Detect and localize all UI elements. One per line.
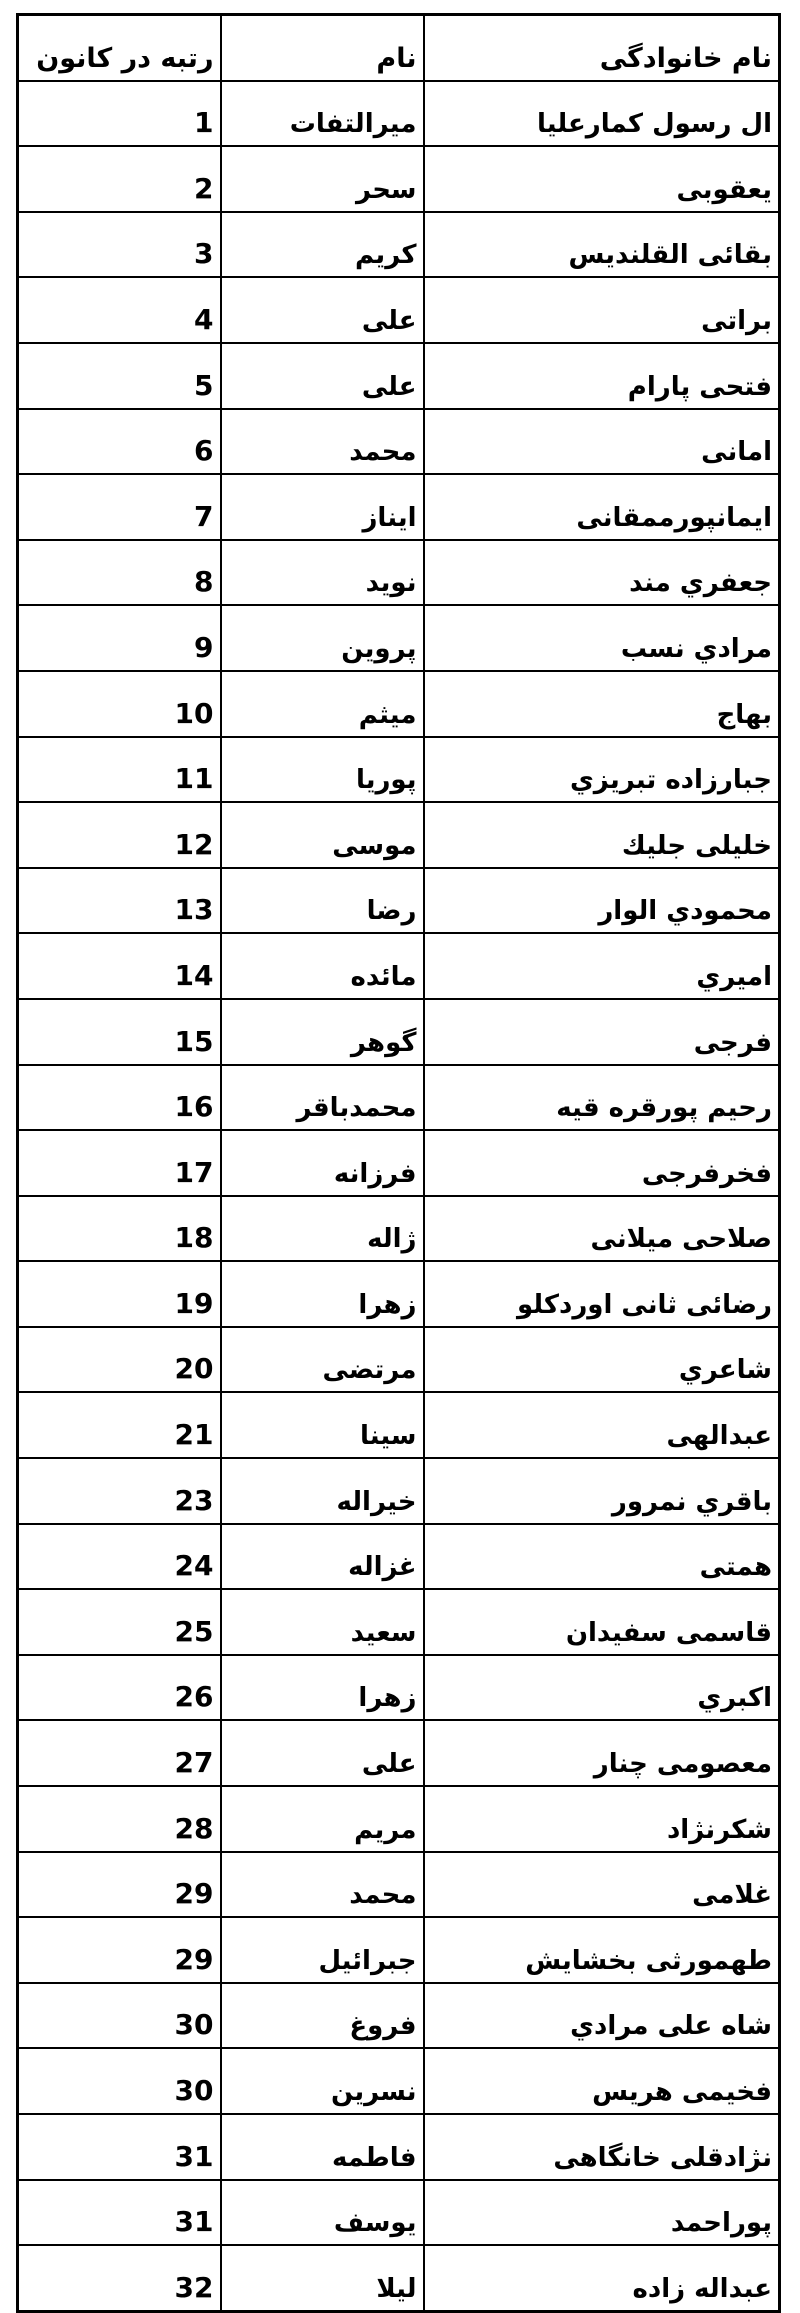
rank-cell: 29	[18, 1917, 221, 1983]
table-row	[18, 1786, 780, 1852]
name-cell: غزاله	[221, 1524, 424, 1590]
family-name-cell: محمودي الوار	[424, 868, 780, 934]
table-row	[18, 933, 780, 999]
table-row	[18, 81, 780, 147]
table-row	[18, 2048, 780, 2114]
family-name-cell: فرجی	[424, 999, 780, 1065]
name-cell: ایناز	[221, 474, 424, 540]
rank-cell: 14	[18, 933, 221, 999]
rank-cell: 23	[18, 1458, 221, 1524]
ranking-table	[16, 13, 781, 2313]
name-cell: پروین	[221, 605, 424, 671]
rank-cell: 32	[18, 2245, 221, 2311]
rank-cell: 1	[18, 81, 221, 147]
family-name-cell: فخرفرجی	[424, 1130, 780, 1196]
name-cell: محمدباقر	[221, 1065, 424, 1131]
family-name-cell: پوراحمد	[424, 2180, 780, 2246]
table-row	[18, 1720, 780, 1786]
table-row	[18, 212, 780, 278]
rank-cell: 9	[18, 605, 221, 671]
rank-cell: 19	[18, 1261, 221, 1327]
rank-cell: 24	[18, 1524, 221, 1590]
table-row	[18, 737, 780, 803]
rank-cell: 16	[18, 1065, 221, 1131]
family-name-cell: یعقوبی	[424, 146, 780, 212]
name-cell: خیراله	[221, 1458, 424, 1524]
name-cell: رضا	[221, 868, 424, 934]
name-cell: میثم	[221, 671, 424, 737]
table-row	[18, 409, 780, 475]
table-row	[18, 343, 780, 409]
name-cell: گوهر	[221, 999, 424, 1065]
family-name-cell: شاعري	[424, 1327, 780, 1393]
rank-cell: 30	[18, 2048, 221, 2114]
name-cell: لیلا	[221, 2245, 424, 2311]
name-cell: یوسف	[221, 2180, 424, 2246]
rank-cell: 18	[18, 1196, 221, 1262]
name-cell: فاطمه	[221, 2114, 424, 2180]
family-name-cell: طهمورثی بخشایش	[424, 1917, 780, 1983]
family-name-cell: نژادقلی خانگاهی	[424, 2114, 780, 2180]
name-cell: میرالتفات	[221, 81, 424, 147]
table-row	[18, 605, 780, 671]
table-row	[18, 1327, 780, 1393]
family-name-cell: خلیلی جلیك	[424, 802, 780, 868]
family-name-cell: باقري نمرور	[424, 1458, 780, 1524]
family-name-cell: براتی	[424, 277, 780, 343]
rank-cell: 8	[18, 540, 221, 606]
family-name-cell: اکبري	[424, 1655, 780, 1721]
rank-cell: 6	[18, 409, 221, 475]
table-row	[18, 1065, 780, 1131]
table-row	[18, 671, 780, 737]
family-name-cell: صلاحی میلانی	[424, 1196, 780, 1262]
table-row	[18, 1392, 780, 1458]
rank-cell: 29	[18, 1852, 221, 1918]
rank-cell: 26	[18, 1655, 221, 1721]
table-row	[18, 1196, 780, 1262]
rank-cell: 7	[18, 474, 221, 540]
rank-cell: 25	[18, 1589, 221, 1655]
table-row	[18, 474, 780, 540]
family-name-cell: رضائی ثانی اوردکلو	[424, 1261, 780, 1327]
table-row	[18, 2245, 780, 2311]
name-cell: سعید	[221, 1589, 424, 1655]
family-name-cell: جعفري مند	[424, 540, 780, 606]
family-name-cell: معصومی چنار	[424, 1720, 780, 1786]
name-cell: نوید	[221, 540, 424, 606]
family-name-cell: امیري	[424, 933, 780, 999]
table-row	[18, 1655, 780, 1721]
name-cell: علی	[221, 1720, 424, 1786]
header-rank: رتبه در کانون	[18, 15, 221, 81]
rank-cell: 27	[18, 1720, 221, 1786]
rank-cell: 4	[18, 277, 221, 343]
table-row	[18, 1917, 780, 1983]
rank-cell: 15	[18, 999, 221, 1065]
rank-cell: 30	[18, 1983, 221, 2049]
header-family-name: نام خانوادگی	[424, 15, 780, 81]
table-row	[18, 868, 780, 934]
family-name-cell: قاسمی سفیدان	[424, 1589, 780, 1655]
family-name-cell: همتی	[424, 1524, 780, 1590]
rank-cell: 3	[18, 212, 221, 278]
family-name-cell: فتحی پارام	[424, 343, 780, 409]
family-name-cell: بهاج	[424, 671, 780, 737]
rank-cell: 21	[18, 1392, 221, 1458]
rank-cell: 10	[18, 671, 221, 737]
rank-cell: 20	[18, 1327, 221, 1393]
name-cell: فرزانه	[221, 1130, 424, 1196]
table-row	[18, 2180, 780, 2246]
name-cell: فروغ	[221, 1983, 424, 2049]
family-name-cell: عبداله زاده	[424, 2245, 780, 2311]
table-row	[18, 802, 780, 868]
name-cell: محمد	[221, 409, 424, 475]
name-cell: سحر	[221, 146, 424, 212]
name-cell: نسرین	[221, 2048, 424, 2114]
table-row	[18, 540, 780, 606]
family-name-cell: شاه علی مرادي	[424, 1983, 780, 2049]
rank-cell: 31	[18, 2114, 221, 2180]
table-row	[18, 1130, 780, 1196]
rank-cell: 5	[18, 343, 221, 409]
header-name: نام	[221, 15, 424, 81]
name-cell: ژاله	[221, 1196, 424, 1262]
name-cell: موسی	[221, 802, 424, 868]
header-row	[18, 15, 780, 81]
table-row	[18, 277, 780, 343]
name-cell: زهرا	[221, 1655, 424, 1721]
rank-cell: 28	[18, 1786, 221, 1852]
name-cell: سینا	[221, 1392, 424, 1458]
family-name-cell: شکرنژاد	[424, 1786, 780, 1852]
rank-cell: 13	[18, 868, 221, 934]
table-row	[18, 1852, 780, 1918]
table-row	[18, 2114, 780, 2180]
table-row	[18, 999, 780, 1065]
name-cell: مائده	[221, 933, 424, 999]
name-cell: زهرا	[221, 1261, 424, 1327]
name-cell: علی	[221, 343, 424, 409]
family-name-cell: مرادي نسب	[424, 605, 780, 671]
name-cell: مریم	[221, 1786, 424, 1852]
family-name-cell: بقائی القلندیس	[424, 212, 780, 278]
family-name-cell: غلامی	[424, 1852, 780, 1918]
table-row	[18, 1589, 780, 1655]
table-row	[18, 1983, 780, 2049]
name-cell: مرتضی	[221, 1327, 424, 1393]
table-row	[18, 1524, 780, 1590]
family-name-cell: ال رسول کمارعلیا	[424, 81, 780, 147]
rank-cell: 12	[18, 802, 221, 868]
table-row	[18, 1458, 780, 1524]
family-name-cell: جبارزاده تبریزي	[424, 737, 780, 803]
name-cell: علی	[221, 277, 424, 343]
table-body	[18, 81, 780, 2312]
family-name-cell: ایمانپورممقانی	[424, 474, 780, 540]
family-name-cell: فخیمی هریس	[424, 2048, 780, 2114]
rank-cell: 11	[18, 737, 221, 803]
name-cell: پوریا	[221, 737, 424, 803]
family-name-cell: عبدالهی	[424, 1392, 780, 1458]
table-row	[18, 1261, 780, 1327]
rank-cell: 17	[18, 1130, 221, 1196]
name-cell: جبرائیل	[221, 1917, 424, 1983]
rank-cell: 31	[18, 2180, 221, 2246]
name-cell: کریم	[221, 212, 424, 278]
family-name-cell: رحیم پورقره قیه	[424, 1065, 780, 1131]
name-cell: محمد	[221, 1852, 424, 1918]
table-row	[18, 146, 780, 212]
rank-cell: 2	[18, 146, 221, 212]
family-name-cell: امانی	[424, 409, 780, 475]
